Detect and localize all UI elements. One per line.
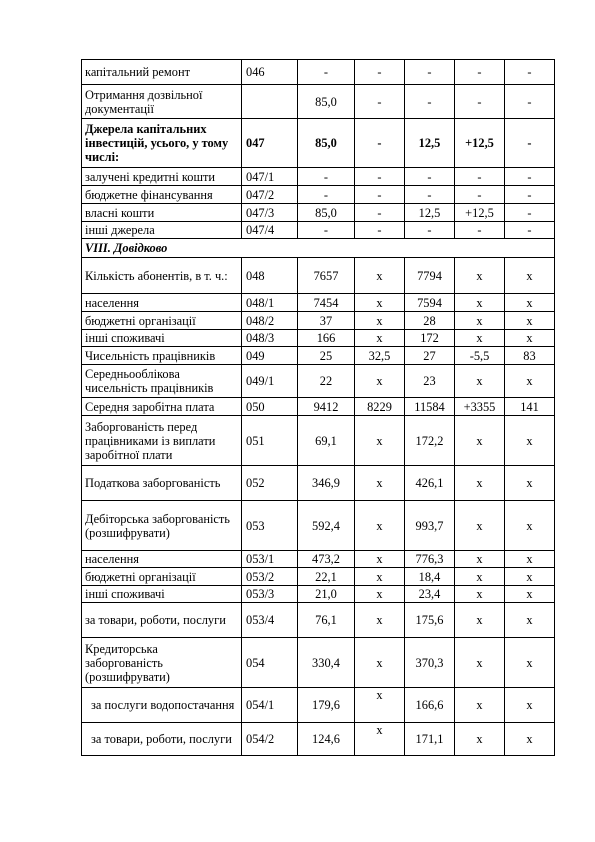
row-code-cell: 052 <box>242 466 298 501</box>
value-cell: x <box>455 603 505 638</box>
value-cell: x <box>505 294 555 312</box>
value-cell: 12,5 <box>405 204 455 222</box>
value-cell: 9412 <box>298 398 355 416</box>
value-cell: x <box>355 312 405 330</box>
row-code-cell: 053 <box>242 501 298 551</box>
value-cell: x <box>355 568 405 586</box>
table-row <box>82 60 555 85</box>
row-code-cell: 054/2 <box>242 723 298 756</box>
value-cell: x <box>455 258 505 294</box>
value-cell: 592,4 <box>298 501 355 551</box>
value-cell: x <box>505 501 555 551</box>
value-cell: - <box>455 186 505 204</box>
row-code-cell: 047/3 <box>242 204 298 222</box>
value-cell: - <box>355 186 405 204</box>
value-cell: 426,1 <box>405 466 455 501</box>
row-label-cell: власні кошти <box>82 204 242 222</box>
value-cell: x <box>455 638 505 688</box>
value-cell: x <box>355 586 405 603</box>
value-cell: x <box>355 501 405 551</box>
value-cell: - <box>298 60 355 85</box>
value-cell: 7657 <box>298 258 355 294</box>
value-cell: x <box>355 603 405 638</box>
row-code-cell: 049/1 <box>242 365 298 398</box>
value-cell: - <box>355 204 405 222</box>
row-label-cell: Середньооблікова чисельність працівників <box>82 365 242 398</box>
value-cell: x <box>505 466 555 501</box>
value-cell: - <box>355 222 405 239</box>
value-cell: x <box>355 416 405 466</box>
value-cell: - <box>405 60 455 85</box>
value-cell: 7594 <box>405 294 455 312</box>
value-cell: 346,9 <box>298 466 355 501</box>
table-row <box>82 294 555 312</box>
table-row <box>82 204 555 222</box>
value-cell: x <box>455 330 505 347</box>
value-cell: 124,6 <box>298 723 355 756</box>
value-cell: x <box>355 551 405 568</box>
value-cell: x <box>455 294 505 312</box>
value-cell: 330,4 <box>298 638 355 688</box>
table-row <box>82 312 555 330</box>
row-label-cell: Дебіторська заборгованість (розшифрувати) <box>82 501 242 551</box>
table-row <box>82 501 555 551</box>
row-code-cell: 047/4 <box>242 222 298 239</box>
value-cell: 11584 <box>405 398 455 416</box>
value-cell: - <box>455 222 505 239</box>
value-cell: 85,0 <box>298 85 355 119</box>
value-cell: 18,4 <box>405 568 455 586</box>
row-label-cell: Кількість абонентів, в т. ч.: <box>82 258 242 294</box>
row-label-cell: Середня заробітна плата <box>82 398 242 416</box>
row-label-cell: Чисельність працівників <box>82 347 242 365</box>
value-cell: -5,5 <box>455 347 505 365</box>
value-cell: x <box>505 416 555 466</box>
value-cell: x <box>455 501 505 551</box>
value-cell: - <box>505 60 555 85</box>
row-code-cell: 047/1 <box>242 168 298 186</box>
value-cell: - <box>455 85 505 119</box>
value-cell: 370,3 <box>405 638 455 688</box>
value-cell: 7794 <box>405 258 455 294</box>
value-cell: 28 <box>405 312 455 330</box>
row-code-cell <box>242 85 298 119</box>
value-cell: 23 <box>405 365 455 398</box>
row-code-cell: 053/2 <box>242 568 298 586</box>
value-cell: - <box>505 119 555 168</box>
row-label-cell: інші споживачі <box>82 330 242 347</box>
value-cell: 76,1 <box>298 603 355 638</box>
value-cell: 85,0 <box>298 119 355 168</box>
value-cell: - <box>405 85 455 119</box>
row-label-cell: бюджетне фінансування <box>82 186 242 204</box>
value-cell: 8229 <box>355 398 405 416</box>
row-code-cell: 053/1 <box>242 551 298 568</box>
row-label-cell: капітальний ремонт <box>82 60 242 85</box>
value-cell: x <box>455 723 505 756</box>
value-cell: x <box>505 688 555 723</box>
value-cell: x <box>355 258 405 294</box>
value-cell: x <box>355 723 405 756</box>
value-cell: 172 <box>405 330 455 347</box>
table-row <box>82 258 555 294</box>
value-cell: - <box>298 222 355 239</box>
table-row <box>82 603 555 638</box>
row-label-cell: бюджетні організації <box>82 568 242 586</box>
value-cell: - <box>405 222 455 239</box>
value-cell: 83 <box>505 347 555 365</box>
value-cell: 166,6 <box>405 688 455 723</box>
row-code-cell: 047 <box>242 119 298 168</box>
value-cell: 69,1 <box>298 416 355 466</box>
row-label-cell: Кредиторська заборгованість (розшифрувати) <box>82 638 242 688</box>
value-cell: x <box>505 312 555 330</box>
value-cell: 22,1 <box>298 568 355 586</box>
value-cell: x <box>455 466 505 501</box>
value-cell: x <box>505 551 555 568</box>
row-label-cell: інші споживачі <box>82 586 242 603</box>
value-cell: 25 <box>298 347 355 365</box>
value-cell: +3355 <box>455 398 505 416</box>
value-cell: 776,3 <box>405 551 455 568</box>
row-label-cell: за послуги водопостачання <box>82 688 242 723</box>
table-row <box>82 365 555 398</box>
value-cell: x <box>355 330 405 347</box>
table-row <box>82 119 555 168</box>
row-label-cell: залучені кредитні кошти <box>82 168 242 186</box>
value-cell: - <box>355 168 405 186</box>
value-cell: x <box>505 330 555 347</box>
value-cell: - <box>455 168 505 186</box>
row-code-cell: 054/1 <box>242 688 298 723</box>
value-cell: x <box>505 723 555 756</box>
value-cell: x <box>355 466 405 501</box>
value-cell: x <box>455 365 505 398</box>
value-cell: - <box>505 222 555 239</box>
value-cell: 85,0 <box>298 204 355 222</box>
value-cell: - <box>505 85 555 119</box>
table-row <box>82 638 555 688</box>
row-code-cell: 048/1 <box>242 294 298 312</box>
value-cell: 27 <box>405 347 455 365</box>
value-cell: x <box>455 416 505 466</box>
value-cell: - <box>298 168 355 186</box>
value-cell: x <box>355 294 405 312</box>
section-heading: VIII. Довідково <box>82 239 555 258</box>
value-cell: 171,1 <box>405 723 455 756</box>
value-cell: 23,4 <box>405 586 455 603</box>
row-code-cell: 054 <box>242 638 298 688</box>
value-cell: 21,0 <box>298 586 355 603</box>
table-row <box>82 222 555 239</box>
value-cell: x <box>505 638 555 688</box>
row-label-cell: Джерела капітальних інвестицій, усього, у тому числі: <box>82 119 242 168</box>
value-cell: x <box>505 568 555 586</box>
row-code-cell: 049 <box>242 347 298 365</box>
row-label-cell: населення <box>82 294 242 312</box>
value-cell: x <box>355 365 405 398</box>
value-cell: 12,5 <box>405 119 455 168</box>
row-code-cell: 048/3 <box>242 330 298 347</box>
value-cell: - <box>505 186 555 204</box>
row-label-cell: за товари, роботи, послуги <box>82 603 242 638</box>
value-cell: x <box>455 312 505 330</box>
value-cell: 22 <box>298 365 355 398</box>
table-body <box>82 60 555 756</box>
value-cell: - <box>298 186 355 204</box>
table-row <box>82 723 555 756</box>
value-cell: - <box>455 60 505 85</box>
value-cell: x <box>455 586 505 603</box>
table-row <box>82 466 555 501</box>
row-code-cell: 050 <box>242 398 298 416</box>
value-cell: - <box>505 204 555 222</box>
value-cell: 172,2 <box>405 416 455 466</box>
value-cell: 141 <box>505 398 555 416</box>
value-cell: +12,5 <box>455 119 505 168</box>
table-row <box>82 347 555 365</box>
table-row <box>82 85 555 119</box>
value-cell: +12,5 <box>455 204 505 222</box>
value-cell: 175,6 <box>405 603 455 638</box>
value-cell: - <box>405 186 455 204</box>
value-cell: x <box>455 551 505 568</box>
value-cell: 179,6 <box>298 688 355 723</box>
table-row <box>82 330 555 347</box>
value-cell: - <box>355 85 405 119</box>
row-code-cell: 048/2 <box>242 312 298 330</box>
value-cell: x <box>505 603 555 638</box>
value-cell: 7454 <box>298 294 355 312</box>
value-cell: - <box>355 60 405 85</box>
row-label-cell: інші джерела <box>82 222 242 239</box>
financial-report-table <box>81 59 555 756</box>
row-label-cell: Заборгованість перед працівниками із виплати заробітної плати <box>82 416 242 466</box>
row-code-cell: 051 <box>242 416 298 466</box>
value-cell: 993,7 <box>405 501 455 551</box>
value-cell: - <box>405 168 455 186</box>
value-cell: - <box>505 168 555 186</box>
row-label-cell: Податкова заборгованість <box>82 466 242 501</box>
value-cell: x <box>505 365 555 398</box>
row-label-cell: бюджетні організації <box>82 312 242 330</box>
value-cell: x <box>455 688 505 723</box>
value-cell: x <box>455 568 505 586</box>
table-row <box>82 688 555 723</box>
table-row <box>82 398 555 416</box>
value-cell: - <box>355 119 405 168</box>
value-cell: 37 <box>298 312 355 330</box>
value-cell: x <box>505 258 555 294</box>
table-row <box>82 186 555 204</box>
row-code-cell: 046 <box>242 60 298 85</box>
row-label-cell: Отримання дозвільної документації <box>82 85 242 119</box>
value-cell: 473,2 <box>298 551 355 568</box>
table-row <box>82 551 555 568</box>
table-row <box>82 586 555 603</box>
table-row <box>82 568 555 586</box>
row-code-cell: 048 <box>242 258 298 294</box>
row-label-cell: за товари, роботи, послуги <box>82 723 242 756</box>
value-cell: x <box>505 586 555 603</box>
value-cell: x <box>355 638 405 688</box>
section-row <box>82 239 555 258</box>
table-row <box>82 416 555 466</box>
row-code-cell: 047/2 <box>242 186 298 204</box>
value-cell: 32,5 <box>355 347 405 365</box>
row-label-cell: населення <box>82 551 242 568</box>
value-cell: x <box>355 688 405 723</box>
row-code-cell: 053/3 <box>242 586 298 603</box>
value-cell: 166 <box>298 330 355 347</box>
table-row <box>82 168 555 186</box>
row-code-cell: 053/4 <box>242 603 298 638</box>
